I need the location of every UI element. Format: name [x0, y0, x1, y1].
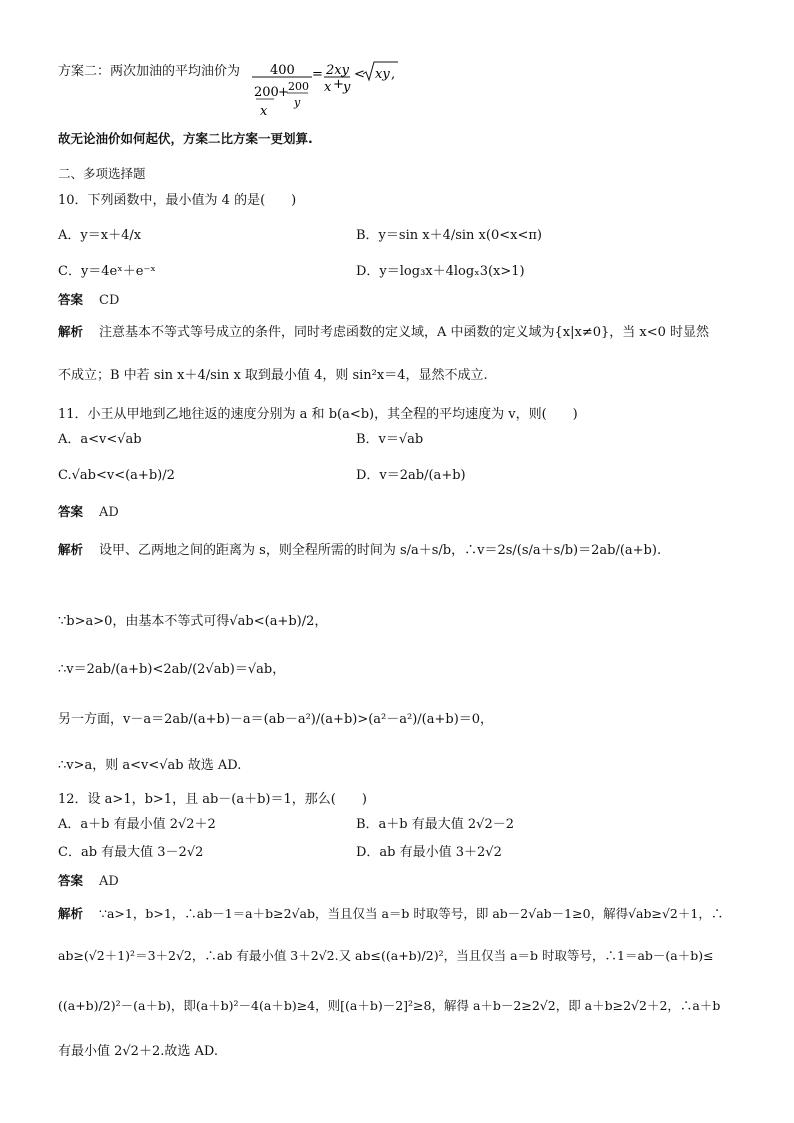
- average-price-formula: [250, 58, 400, 120]
- svg-text:+: +: [278, 85, 289, 100]
- q11-option-d: D．v＝2ab/(a+b): [356, 468, 466, 483]
- q11-option-a: A．a<v<√ab: [58, 432, 142, 447]
- svg-text:y: y: [343, 80, 351, 95]
- q12-analysis-3: ((a+b)/2)²－(a＋b)，即(a＋b)²－4(a＋b)≥4，则[(a＋b)－2]²≥8，解得 a＋b－2≥2√2，即 a＋b≥2√2＋2，∴a＋b: [58, 998, 721, 1013]
- q10-option-b: B．y＝sin x＋4/sin x(0<x<π): [356, 228, 542, 243]
- q11-analysis-4: 另一方面，v－a＝2ab/(a+b)－a＝(ab－a²)/(a+b)>(a²－a²)/(a+b)＝0，: [58, 712, 494, 727]
- svg-text:x: x: [324, 80, 332, 95]
- question-10-stem: 10．下列函数中，最小值为 4 的是( ): [58, 193, 297, 208]
- svg-text:200: 200: [254, 85, 279, 100]
- analysis-label: 解析: [58, 906, 84, 921]
- q12-option-d: D．ab 有最小值 3＋2√2: [356, 845, 502, 860]
- q11-analysis-1: [58, 540, 754, 561]
- conclusion-line: 故无论油价如何起伏，方案二比方案一更划算.: [58, 131, 313, 146]
- q11-answer: [58, 502, 754, 523]
- q12-analysis-4: 有最小值 2√2＋2.故选 AD.: [58, 1044, 218, 1059]
- q10-option-d: D．y＝log₃x＋4logₓ3(x>1): [356, 264, 525, 279]
- question-11-stem: 11．小王从甲地到乙地往返的速度分别为 a 和 b(a<b)，其全程的平均速度为 v，则( ): [58, 407, 578, 422]
- answer-value: CD: [99, 293, 120, 308]
- analysis-text: ∵a>1，b>1，∴ab－1＝a＋b≥2√ab，当且仅当 a＝b 时取等号，即 ab－2√ab－1≥0，解得√ab≥√2＋1，∴: [99, 906, 724, 921]
- q10-option-c: C．y＝4eˣ＋e⁻ˣ: [58, 264, 156, 279]
- analysis-label: 解析: [58, 324, 84, 339]
- q12-answer: [58, 871, 754, 892]
- svg-text:2xy: 2xy: [326, 63, 349, 78]
- svg-text:y: y: [294, 96, 301, 109]
- analysis-text: 注意基本不等式等号成立的条件，同时考虑函数的定义域，A 中函数的定义域为{x|x≠0}，当 x<0 时显然: [99, 325, 710, 340]
- q11-option-c: C.√ab<v<(a+b)/2: [58, 468, 175, 483]
- svg-text:400: 400: [270, 63, 295, 78]
- q10-option-a: A．y＝x＋4/x: [58, 228, 142, 243]
- q11-analysis-3: ∴v＝2ab/(a+b)<2ab/(2√ab)＝√ab，: [58, 662, 286, 677]
- answer-label: 答案: [58, 292, 84, 307]
- q12-analysis-2: ab≥(√2＋1)²＝3＋2√2，∴ab 有最小值 3＋2√2.又 ab≤((a+b)/2)²，当且仅当 a＝b 时取等号，∴1＝ab－(a＋b)≤: [58, 948, 714, 963]
- question-12-stem: 12．设 a>1，b>1，且 ab－(a＋b)＝1，那么( ): [58, 792, 367, 807]
- answer-label: 答案: [58, 504, 84, 519]
- q11-analysis-5: ∴v>a，则 a<v<√ab 故选 AD.: [58, 758, 242, 773]
- svg-text:200: 200: [288, 80, 309, 93]
- section-heading: 二、多项选择题: [58, 166, 146, 181]
- q10-analysis-1: [58, 322, 754, 343]
- q12-option-a: A．a＋b 有最小值 2√2＋2: [58, 817, 216, 832]
- analysis-text: 设甲、乙两地之间的距离为 s，则全程所需的时间为 s/a＋s/b，∴v＝2s/(s/a＋s/b)＝2ab/(a+b).: [99, 543, 662, 558]
- q12-option-c: C．ab 有最大值 3－2√2: [58, 845, 204, 860]
- q11-option-b: B．v＝√ab: [356, 432, 424, 447]
- svg-text:,: ,: [391, 67, 396, 82]
- plan-two-line: [58, 62, 754, 82]
- answer-value: AD: [99, 874, 119, 889]
- plan-two-text: 方案二：两次加油的平均油价为: [58, 64, 241, 79]
- svg-text:<: <: [354, 67, 365, 82]
- answer-value: AD: [99, 505, 119, 520]
- analysis-label: 解析: [58, 542, 84, 557]
- svg-text:+: +: [333, 77, 344, 92]
- svg-text:=: =: [312, 67, 323, 82]
- svg-text:x: x: [260, 104, 268, 119]
- q12-option-b: B．a＋b 有最大值 2√2－2: [356, 817, 514, 832]
- q10-answer: [58, 290, 754, 311]
- answer-label: 答案: [58, 873, 84, 888]
- q11-analysis-2: ∵b>a>0，由基本不等式可得√ab<(a+b)/2，: [58, 614, 328, 629]
- q12-analysis-1: [58, 904, 754, 924]
- q10-analysis-2: 不成立；B 中若 sin x＋4/sin x 取到最小值 4，则 sin²x＝4，显然不成立.: [58, 368, 488, 383]
- svg-text:xy: xy: [375, 67, 390, 82]
